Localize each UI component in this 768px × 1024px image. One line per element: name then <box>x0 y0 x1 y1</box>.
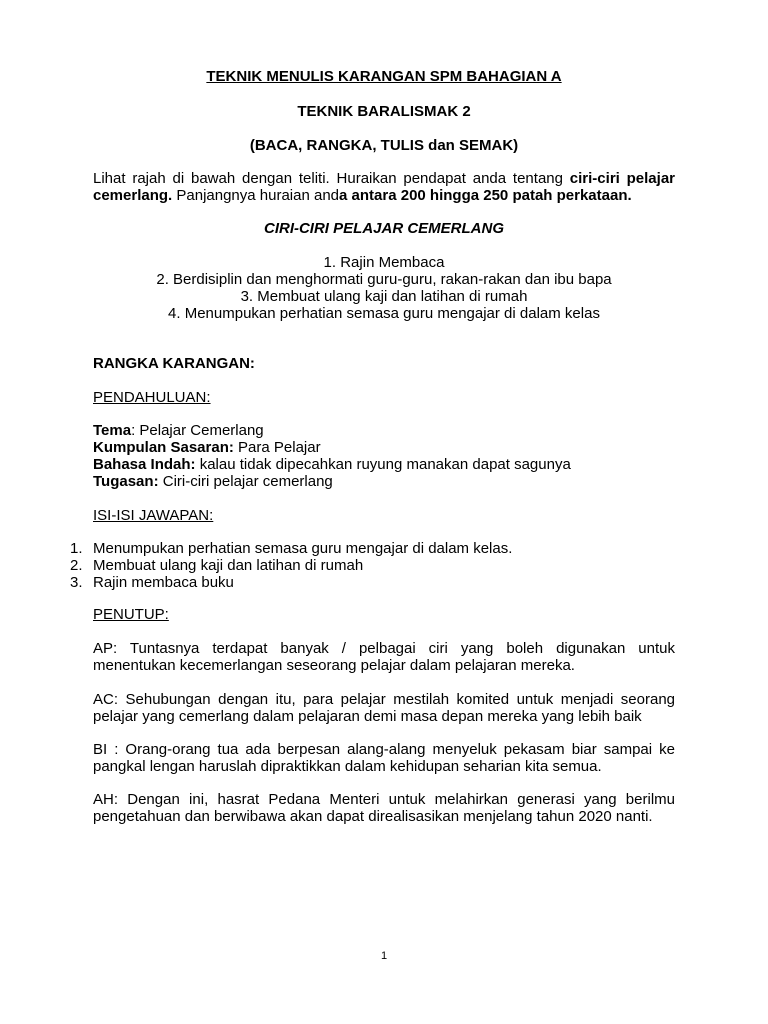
penutup-bi-line: BI : Orang-orang tua ada berpesan alang-alang menyeluk pekasam biar sampai ke <box>93 741 675 758</box>
diagram-heading: CIRI-CIRI PELAJAR CEMERLANG <box>263 220 504 237</box>
row-label: Bahasa Indah: <box>93 456 196 473</box>
penutup-ap-line: menentukan kecemerlangan seseorang pelajar dalam pelajaran mereka. <box>93 657 575 674</box>
row-text: : Pelajar Cemerlang <box>131 422 264 439</box>
penutup-ah-line: pengetahuan dan berwibawa akan dapat direalisasikan menjelang tahun 2020 nanti. <box>93 808 653 825</box>
document-subtitle: TEKNIK BARALISMAK 2 <box>297 103 471 120</box>
instruction-bold: a antara 200 hingga 250 patah perkataan. <box>339 187 632 204</box>
diagram-item: 4. Menumpukan perhatian semasa guru mengajar di dalam kelas <box>168 305 600 322</box>
pendahuluan-row <box>93 456 571 473</box>
instruction-bold: cemerlang. <box>93 187 173 204</box>
diagram-item: 1. Rajin Membaca <box>323 254 445 271</box>
row-label: Tema <box>93 422 132 439</box>
penutup-ah-line: AH: Dengan ini, hasrat Pedana Menteri untuk melahirkan generasi yang berilmu <box>93 791 675 808</box>
document-subtitle-2: (BACA, RANGKA, TULIS dan SEMAK) <box>249 137 519 154</box>
instruction-line-2 <box>93 187 632 204</box>
row-label: Kumpulan Sasaran: <box>93 439 234 456</box>
instruction-text: Panjangnya huraian and <box>172 187 340 204</box>
rangka-heading: RANGKA KARANGAN: <box>93 355 255 372</box>
isi-item: Rajin membaca buku <box>93 574 234 591</box>
isi-number: 2. <box>70 557 83 574</box>
isi-number: 1. <box>70 540 83 557</box>
isi-heading: ISI-ISI JAWAPAN: <box>93 507 214 524</box>
instruction-line-1 <box>93 170 675 187</box>
page-number: 1 <box>380 950 388 962</box>
diagram-item: 2. Berdisiplin dan menghormati guru-guru, rakan-rakan dan ibu bapa <box>156 271 612 288</box>
penutup-ap-line: AP: Tuntasnya terdapat banyak / pelbagai ciri yang boleh digunakan untuk <box>93 640 675 657</box>
row-text: Ciri-ciri pelajar cemerlang <box>158 473 333 490</box>
pendahuluan-heading: PENDAHULUAN: <box>93 389 211 406</box>
pendahuluan-row <box>93 473 333 490</box>
penutup-heading: PENUTUP: <box>93 606 169 623</box>
isi-number: 3. <box>70 574 83 591</box>
instruction-bold: ciri-ciri pelajar <box>569 170 675 187</box>
pendahuluan-row <box>93 422 264 439</box>
isi-item: Menumpukan perhatian semasa guru mengajar di dalam kelas. <box>93 540 513 557</box>
row-text: Para Pelajar <box>233 439 321 456</box>
document-title: TEKNIK MENULIS KARANGAN SPM BAHAGIAN A <box>206 68 562 85</box>
penutup-ac-line: pelajar yang cemerlang dalam pelajaran demi masa depan mereka yang lebih baik <box>93 708 642 725</box>
isi-item: Membuat ulang kaji dan latihan di rumah <box>93 557 364 574</box>
penutup-bi-line: pangkal lengan haruslah dipraktikkan dalam kehidupan seharian kita semua. <box>93 758 602 775</box>
diagram-item: 3. Membuat ulang kaji dan latihan di rumah <box>240 288 528 305</box>
instruction-text: Lihat rajah di bawah dengan teliti. Huraikan pendapat anda tentang <box>93 170 570 187</box>
row-label: Tugasan: <box>93 473 159 490</box>
penutup-ac-line: AC: Sehubungan dengan itu, para pelajar mestilah komited untuk menjadi seorang <box>93 691 675 708</box>
pendahuluan-row <box>93 439 321 456</box>
row-text: kalau tidak dipecahkan ruyung manakan dapat sagunya <box>195 456 571 473</box>
